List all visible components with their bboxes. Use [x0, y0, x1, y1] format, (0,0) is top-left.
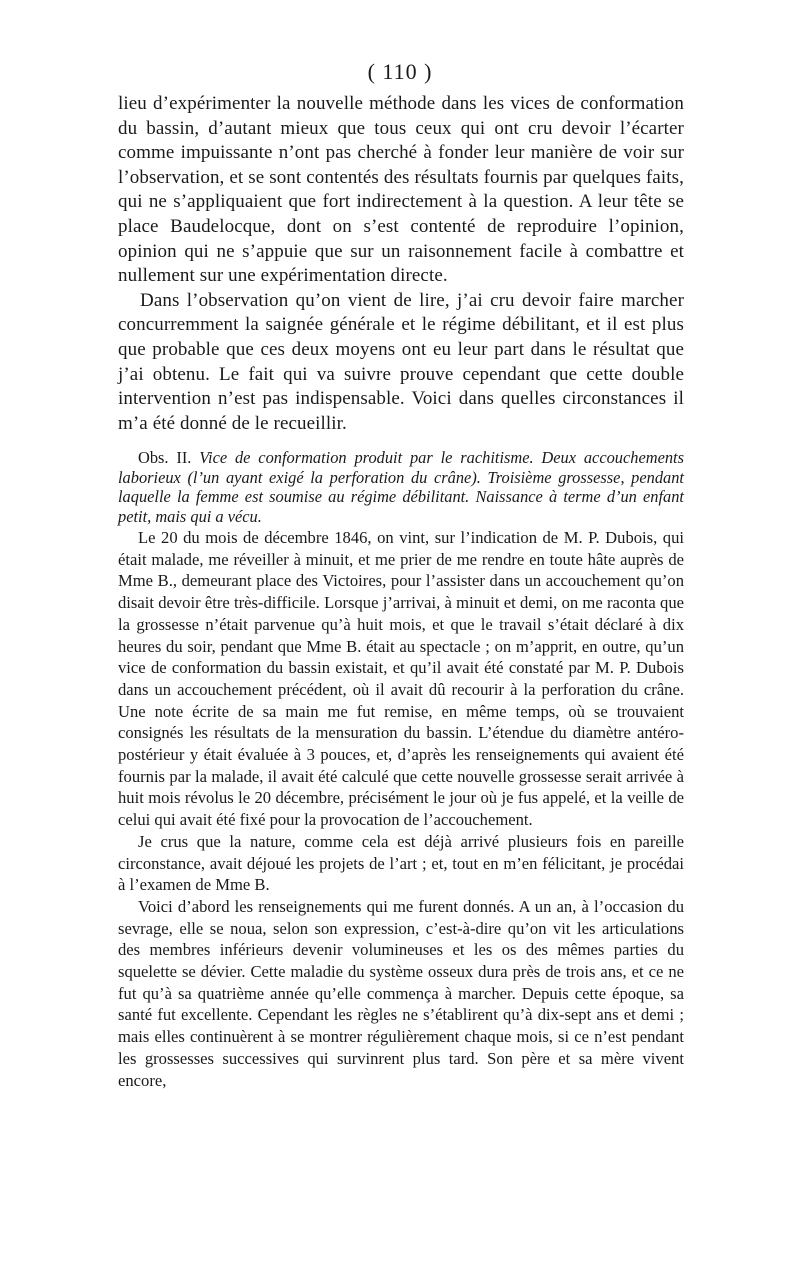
text-block-main: [118, 92, 684, 436]
page-number: ( 110 ): [367, 59, 433, 84]
paragraph: lieu d’expérimenter la nouvelle méthode dans les vices de conformation du bassin, d’autant mieux que tous ceux qui ont cru devoir l’écarter comme impuissante n’ont pas cherché à fonder leur manière de voir sur l’observation, et se sont contentés des résultats fournis par quelques faits, qui ne s’appliquaient que fort indirectement à la question. A leur tête se place Baudelocque, dont on s’est contenté de reproduire l’opinion, opinion qui ne s’appuie que sur un raisonnement facile à combattre et nullement sur une expérimentation directe.: [118, 93, 684, 287]
text-block-observation: [118, 527, 684, 1091]
paragraph: Dans l’observation qu’on vient de lire, j’ai cru devoir faire marcher concurremment la saignée générale et le régime débilitant, et il est plus que probable que ces deux moyens ont eu leur part dans le résultat que j’ai obtenu. Le fait qui va suivre prouve cependant que cette double intervention n’est pas indispensable. Voici dans quelles circonstances il m’a été donné de le recueillir.: [118, 289, 684, 434]
paragraph: Le 20 du mois de décembre 1846, on vint, sur l’indication de M. P. Dubois, qui était malade, me réveiller à minuit, et me prier de me rendre en toute hâte auprès de Mme B., demeurant place des Victoires, pour l’assister dans un accouchement qu’on disait devoir être très-difficile. Lorsque j’arrivai, à minuit et demi, on me raconta que la grossesse n’était parvenue qu’à huit mois, et que le travail s’était déclaré à dix heures du soir, pendant que Mme B. était au spectacle ; on m’apprit, en outre, qu’un vice de conformation du bassin existait, et qu’il avait été constaté par M. P. Dubois dans un accouchement précédent, où il avait dû recourir à la perforation du crâne. Une note écrite de sa main me fut remise, en même temps, où se trouvaient consignés les résultats de la mensuration du bassin. L’étendue du diamètre antéro-postérieur y était évaluée à 3 pouces, et, d’après les renseignements qui avaient été fournis par la malade, il avait été calculé que cette nouvelle grossesse serait arrivée à huit mois révolus le 20 décembre, précisément le jour où je fus appelé, et la veille de celui qui avait été fixé pour la provocation de l’accouchement.: [118, 528, 684, 830]
paragraph: Voici d’abord les renseignements qui me furent donnés. A un an, à l’occasion du sevrage, elle se noua, selon son expression, c’est-à-dire qu’on vit les articulations des membres inférieurs devenir volumineuses et les os des mêmes parties du squelette se dévier. Cette maladie du système osseux dura près de trois ans, et ce ne fut qu’à sa quatrième année qu’elle commença à marcher. Depuis cette époque, sa santé fut excellente. Cependant les règles ne s’établirent qu’à dix-sept ans et demi ; mais elles continuèrent à se montrer régulièrement chaque mois, si ce n’est pendant les grossesses successives qui survinrent plus tard. Son père et sa mère vivent encore,: [118, 896, 684, 1090]
observation-title: Vice de conformation produit par le rachitisme. Deux accouchements laborieux (l’un ayant exigé la perforation du crâne). Troisième grossesse, pendant laquelle la femme est soumise au régime débilitant. Naissance à terme d’un enfant petit, mais qui a vécu.: [118, 448, 684, 526]
paragraph: Je crus que la nature, comme cela est déjà arrivé plusieurs fois en pareille circonstance, avait déjoué les projets de l’art ; et, tout en m’en félicitant, je procédai à l’examen de Mme B.: [118, 831, 684, 895]
observation-label: Obs. II.: [138, 448, 192, 467]
observation-heading: [118, 448, 684, 526]
